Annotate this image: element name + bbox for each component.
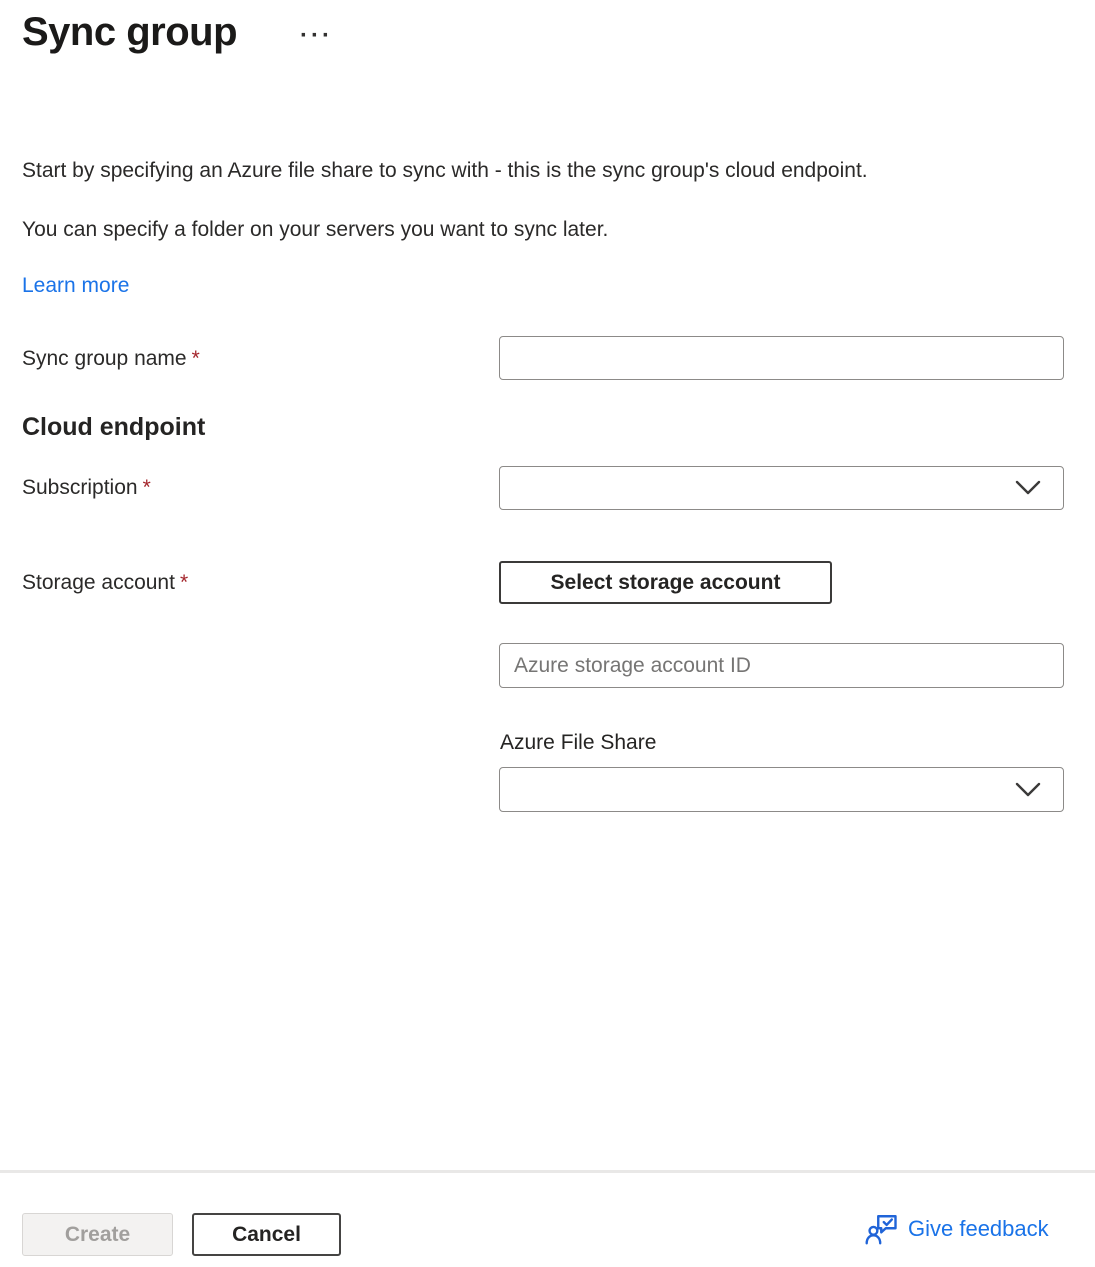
learn-more-link[interactable]: Learn more xyxy=(22,274,130,297)
chevron-down-icon xyxy=(1015,480,1041,496)
azure-file-share-label: Azure File Share xyxy=(500,731,657,754)
sync-group-name-label xyxy=(22,347,200,371)
chevron-down-icon xyxy=(1015,782,1041,798)
required-asterisk: * xyxy=(142,476,151,499)
give-feedback-text: Give feedback xyxy=(908,1216,1049,1241)
cancel-button[interactable]: Cancel xyxy=(192,1213,341,1256)
footer-divider xyxy=(0,1170,1095,1173)
required-asterisk: * xyxy=(191,347,200,370)
storage-account-label-text: Storage account xyxy=(22,571,175,594)
subscription-label xyxy=(22,476,151,500)
storage-account-label xyxy=(22,571,188,595)
subscription-label-text: Subscription xyxy=(22,476,138,499)
required-asterisk: * xyxy=(179,571,189,594)
more-options-button[interactable]: ··· xyxy=(300,22,333,49)
create-button[interactable]: Create xyxy=(22,1213,173,1256)
azure-file-share-dropdown[interactable] xyxy=(499,767,1064,812)
select-storage-account-button[interactable]: Select storage account xyxy=(499,561,832,604)
storage-account-id-input[interactable] xyxy=(499,643,1064,688)
page-title: Sync group xyxy=(22,10,238,54)
feedback-icon xyxy=(864,1211,900,1247)
intro-text-line-2: You can specify a folder on your servers you want to sync later. xyxy=(22,218,609,241)
sync-group-name-input[interactable] xyxy=(499,336,1064,380)
intro-text-line-1: Start by specifying an Azure file share to sync with - this is the sync group's cloud endpoint. xyxy=(22,159,868,182)
cloud-endpoint-heading: Cloud endpoint xyxy=(22,413,206,441)
subscription-dropdown[interactable] xyxy=(499,466,1064,510)
give-feedback-link[interactable] xyxy=(864,1211,1049,1247)
sync-group-name-label-text: Sync group name xyxy=(22,347,187,370)
